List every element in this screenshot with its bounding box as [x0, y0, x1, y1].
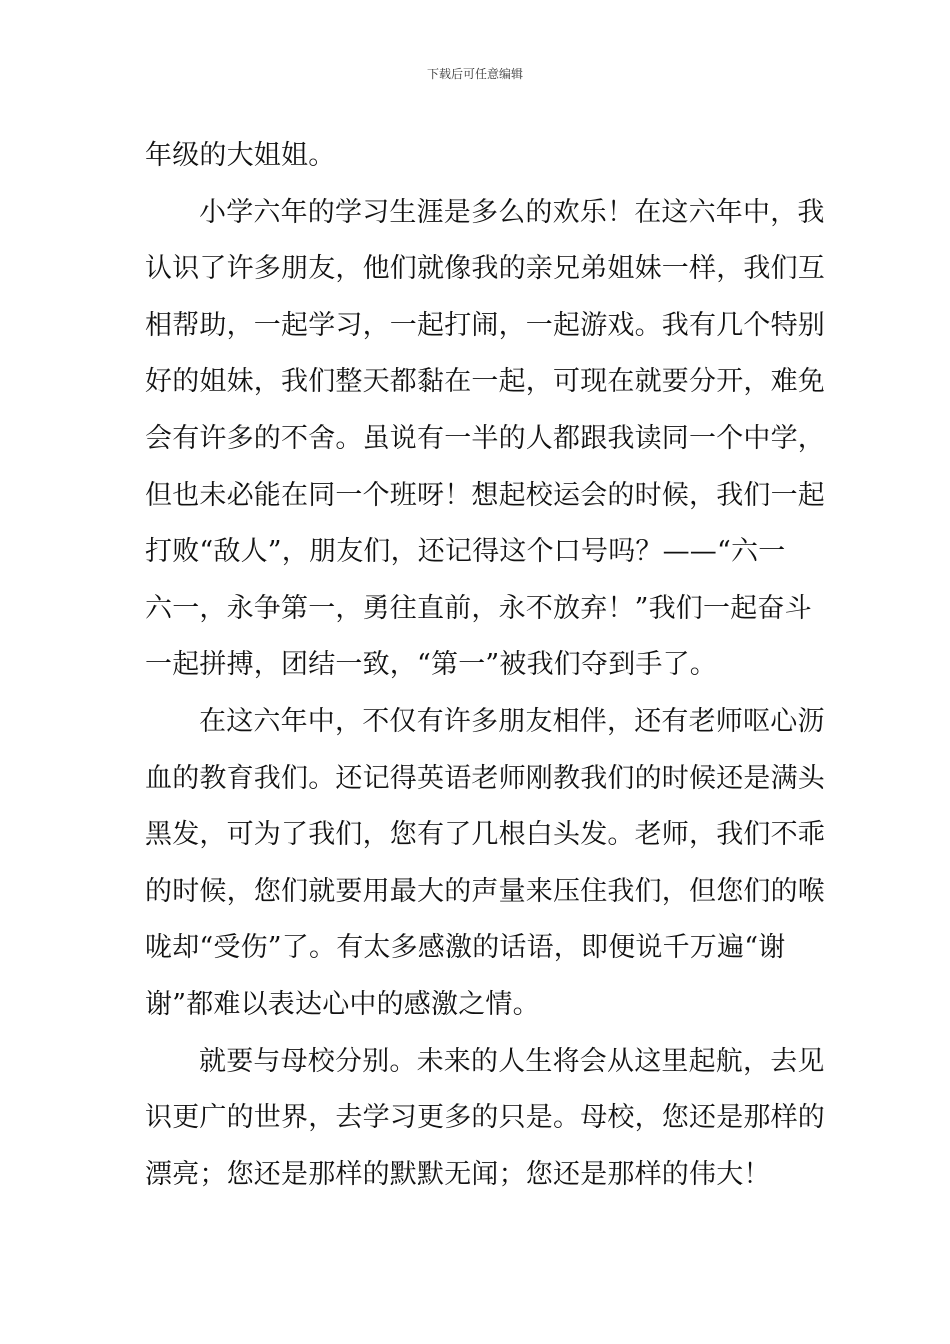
paragraph-2-line-1: 小学六年的学习生涯是多么的欢乐！在这六年中，我 [199, 196, 825, 228]
paragraph-3-line-1: 在这六年中，不仅有许多朋友相伴，还有老师呕心沥 [199, 705, 825, 737]
document-body [145, 128, 825, 1203]
paragraph-1-line-1: 年级的大姐姐。 [145, 140, 336, 171]
paragraph-3-line-2: 血的教育我们。还记得英语老师刚教我们的时候还是满头 [145, 762, 825, 794]
paragraph-3-line-4: 的时候，您们就要用最大的声量来压住我们，但您们的喉 [145, 875, 825, 907]
paragraph-3-line-6: 谢”都难以表达心中的感激之情。 [145, 988, 540, 1020]
page-header: 下载后可任意编辑 [426, 67, 523, 81]
paragraph-2-line-3: 相帮助，一起学习，一起打闹，一起游戏。我有几个特别 [145, 309, 825, 341]
paragraph-2-line-4: 好的姐妹，我们整天都黏在一起，可现在就要分开，难免 [145, 366, 825, 398]
paragraph-3-line-5: 咙却“受伤”了。有太多感激的话语，即便说千万遍“谢 [145, 932, 786, 964]
paragraph-4-line-1: 就要与母校分别。未来的人生将会从这里起航，去见 [199, 1045, 825, 1077]
paragraph-2-line-6: 但也未必能在同一个班呀！想起校运会的时候，我们一起 [145, 479, 825, 511]
paragraph-4-line-2: 识更广的世界，去学习更多的只是。母校，您还是那样的 [145, 1102, 825, 1134]
paragraph-4-line-3: 漂亮；您还是那样的默默无闻；您还是那样的伟大！ [145, 1158, 771, 1190]
paragraph-2-line-5: 会有许多的不舍。虽说有一半的人都跟我读同一个中学， [145, 422, 825, 454]
paragraph-2-line-8: 六一，永争第一，勇往直前，永不放弃！”我们一起奋斗 [145, 592, 812, 624]
paragraph-2-line-2: 认识了许多朋友，他们就像我的亲兄弟姐妹一样，我们互 [145, 253, 825, 285]
paragraph-2-line-7: 打败“敌人”，朋友们，还记得这个口号吗？——“六一 [145, 536, 786, 568]
paragraph-3-line-3: 黑发，可为了我们，您有了几根白头发。老师，我们不乖 [145, 819, 825, 851]
paragraph-2-line-9: 一起拼搏，团结一致，“第一”被我们夺到手了。 [145, 649, 718, 681]
